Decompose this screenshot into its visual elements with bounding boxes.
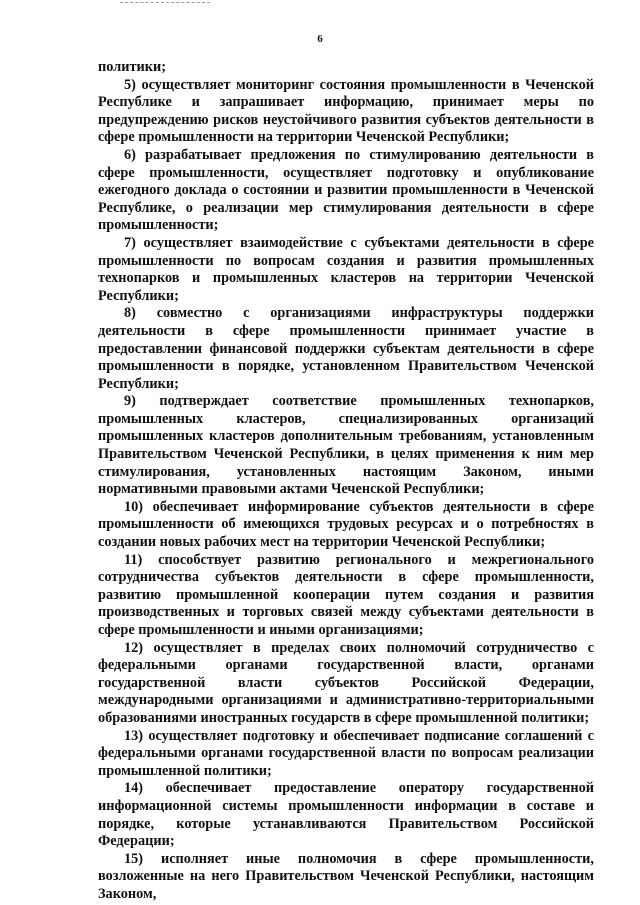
paragraph-item-11: 11) способствует развитию регионального и межрегионального сотрудничества субъектов деятельности в сфере промышленности, развитию промышленной кооперации путем создания и развития производственных и торговых связей между субъектами деятельности в сфере промышленности и иными организациями; [98,551,594,638]
paragraph-item-10: 10) обеспечивает информирование субъектов деятельности в сфере промышленности об имеющихся трудовых ресурсах и о потребностях в создании новых рабочих мест на территории Чеченской Республики; [98,498,594,551]
paragraph-item-12: 12) осуществляет в пределах своих полномочий сотрудничество с федеральными органами государственной власти, органами государственной власти субъектов Российской Федерации, международными организациями и административно-территориальными образованиями иностранных государств в сфере промышленной политики; [98,639,594,726]
paragraph-item-5: 5) осуществляет мониторинг состояния промышленности в Чеченской Республике и запрашивает информацию, принимает меры по предупреждению рисков неустойчивого развития субъектов деятельности в сфере промышленности на территории Чеченской Республики; [98,76,594,146]
scan-artifact-line [120,2,210,4]
paragraph-item-8: 8) совместно с организациями инфраструктуры поддержки деятельности в сфере промышленности принимает участие в предоставлении финансовой поддержки субъектам деятельности в сфере промышленности в порядке, установленном Правительством Чеченской Республики; [98,305,594,392]
paragraph-item-15: 15) исполняет иные полномочия в сфере промышленности, возложенные на него Правительством Чеченской Республики, настоящим Законом, [98,850,594,902]
paragraph-item-6: 6) разрабатывает предложения по стимулированию деятельности в сфере промышленности, осуществляет подготовку и опубликование ежегодного доклада о состоянии и развитии промышленности в Чеченской Республике, о реализации мер стимулирования деятельности в сфере промышленности; [98,146,594,234]
paragraph-item-9: 9) подтверждает соответствие промышленных технопарков, промышленных кластеров, специализированных организаций промышленных кластеров дополнительным требованиям, установленным Правительством Чеченской Республики, в целях применения к ним мер стимулирования, установленных настоящим Законом, иными нормативными правовыми актами Чеченской Республики; [98,393,594,498]
paragraph-item-7: 7) осуществляет взаимодействие с субъектами деятельности в сфере промышленности по вопросам создания и развития промышленных технопарков и промышленных кластеров на территории Чеченской Республики; [98,234,594,304]
document-body [98,59,594,904]
paragraph-item-13: 13) осуществляет подготовку и обеспечивает подписание соглашений с федеральными органами государственной власти по вопросам реализации промышленной политики; [98,727,594,779]
page-number: 6 [317,33,323,45]
paragraph-item-14: 14) обеспечивает предоставление оператору государственной информационной системы промышленности информации в составе и порядке, которые устанавливаются Правительством Российской Федерации; [98,780,594,850]
paragraph-continuation: политики; [98,59,166,75]
